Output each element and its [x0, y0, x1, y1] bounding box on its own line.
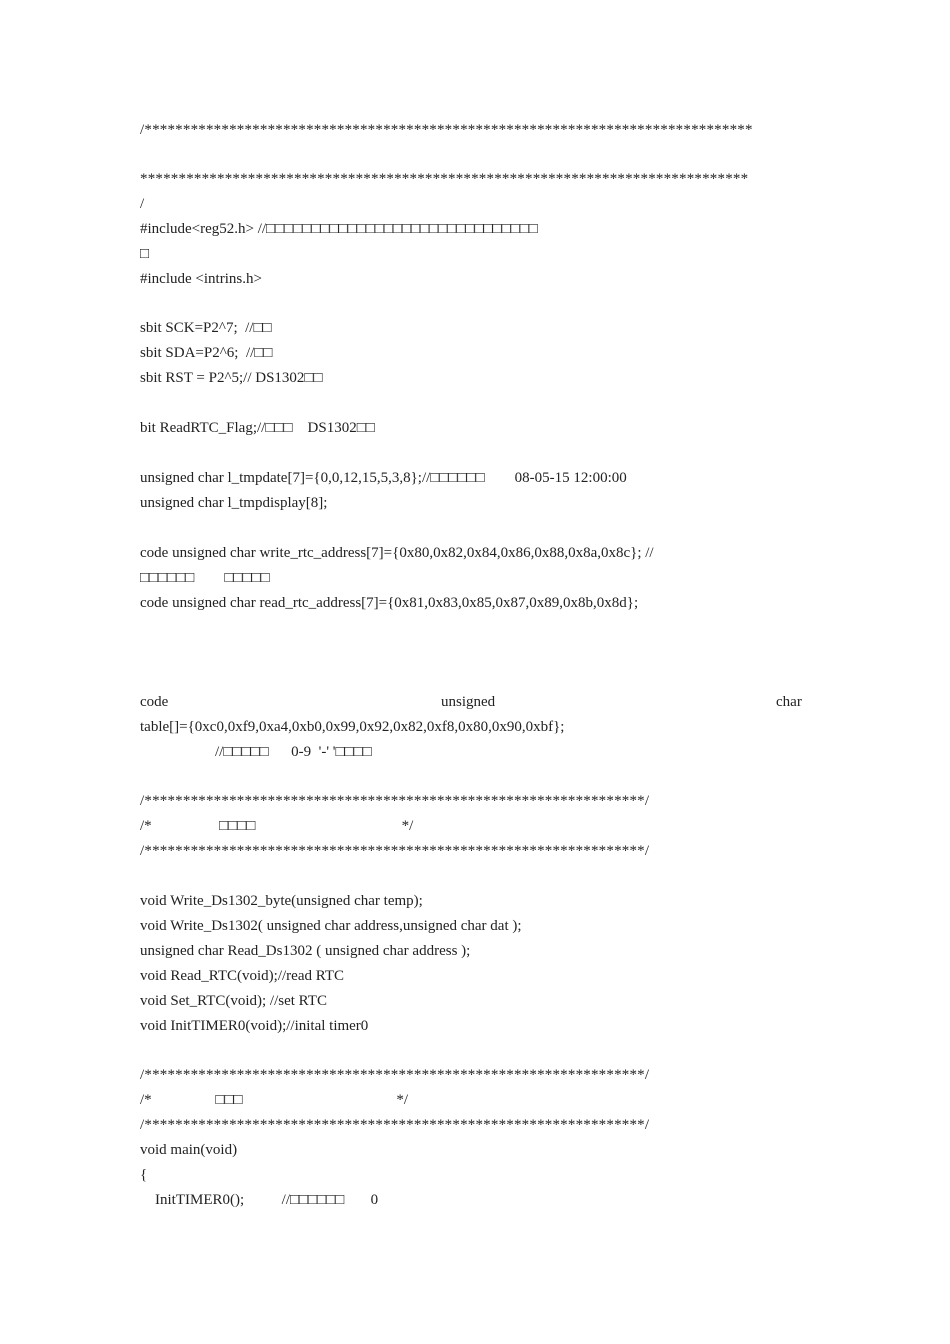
- table-array-line: table[]={0xc0,0xf9,0xa4,0xb0,0x99,0x92,0x82,0xf8,0x80,0x90,0xbf};: [140, 719, 565, 735]
- justified-word-unsigned: unsigned: [441, 694, 496, 710]
- proto-write-byte: void Write_Ds1302_byte(unsigned char temp);: [140, 893, 423, 909]
- table-comment-line: //□□□□□ 0-9 '-' '□□□□: [140, 744, 372, 760]
- include-wrap-line: □: [140, 246, 150, 262]
- main-border-bottom: /*****************************************************************/: [140, 1117, 650, 1133]
- tmpdisplay-line: unsigned char l_tmpdisplay[8];: [140, 495, 328, 511]
- sbit-sck-line: sbit SCK=P2^7; //□□: [140, 320, 272, 336]
- proto-init-timer0: void InitTIMER0(void);//inital timer0: [140, 1018, 369, 1034]
- section-border-top: /*****************************************************************/: [140, 793, 650, 809]
- section-title-line: /* □□□□ */: [140, 818, 414, 834]
- main-border-top: /*****************************************************************/: [140, 1067, 650, 1083]
- comment-close: /: [140, 196, 145, 212]
- read-rtc-address-line: code unsigned char read_rtc_address[7]={0x81,0x83,0x85,0x87,0x89,0x8b,0x8d};: [140, 595, 639, 611]
- proto-write-ds1302: void Write_Ds1302( unsigned char address,unsigned char dat );: [140, 918, 522, 934]
- write-rtc-comment-line: □□□□□□ □□□□□: [140, 570, 270, 586]
- include-intrins-line: #include <intrins.h>: [140, 271, 262, 287]
- comment-border-bottom: *******************************************************************************: [140, 171, 749, 187]
- main-open-brace: {: [140, 1167, 148, 1183]
- main-signature-line: void main(void): [140, 1142, 238, 1158]
- include-reg52-line: #include<reg52.h> //□□□□□□□□□□□□□□□□□□□□□□□□□□□□□□: [140, 221, 538, 237]
- sbit-rst-line: sbit RST = P2^5;// DS1302□□: [140, 370, 323, 386]
- main-title-line: /* □□□ */: [140, 1092, 409, 1108]
- comment-border-top: /*******************************************************************************: [140, 122, 753, 138]
- justified-word-code: code: [140, 694, 169, 710]
- justified-word-char: char: [776, 694, 802, 710]
- tmpdate-line: unsigned char l_tmpdate[7]={0,0,12,15,5,3,8};//□□□□□□ 08-05-15 12:00:00: [140, 470, 627, 486]
- init-timer0-call-line: InitTIMER0(); //□□□□□□ 0: [140, 1192, 379, 1208]
- write-rtc-address-line: code unsigned char write_rtc_address[7]={0x80,0x82,0x84,0x86,0x88,0x8a,0x8c}; //: [140, 545, 654, 561]
- proto-read-ds1302: unsigned char Read_Ds1302 ( unsigned char address );: [140, 943, 471, 959]
- proto-set-rtc: void Set_RTC(void); //set RTC: [140, 993, 327, 1009]
- bit-readrtc-line: bit ReadRTC_Flag;//□□□ DS1302□□: [140, 420, 375, 436]
- sbit-sda-line: sbit SDA=P2^6; //□□: [140, 345, 273, 361]
- section-border-bottom: /*****************************************************************/: [140, 843, 650, 859]
- proto-read-rtc: void Read_RTC(void);//read RTC: [140, 968, 345, 984]
